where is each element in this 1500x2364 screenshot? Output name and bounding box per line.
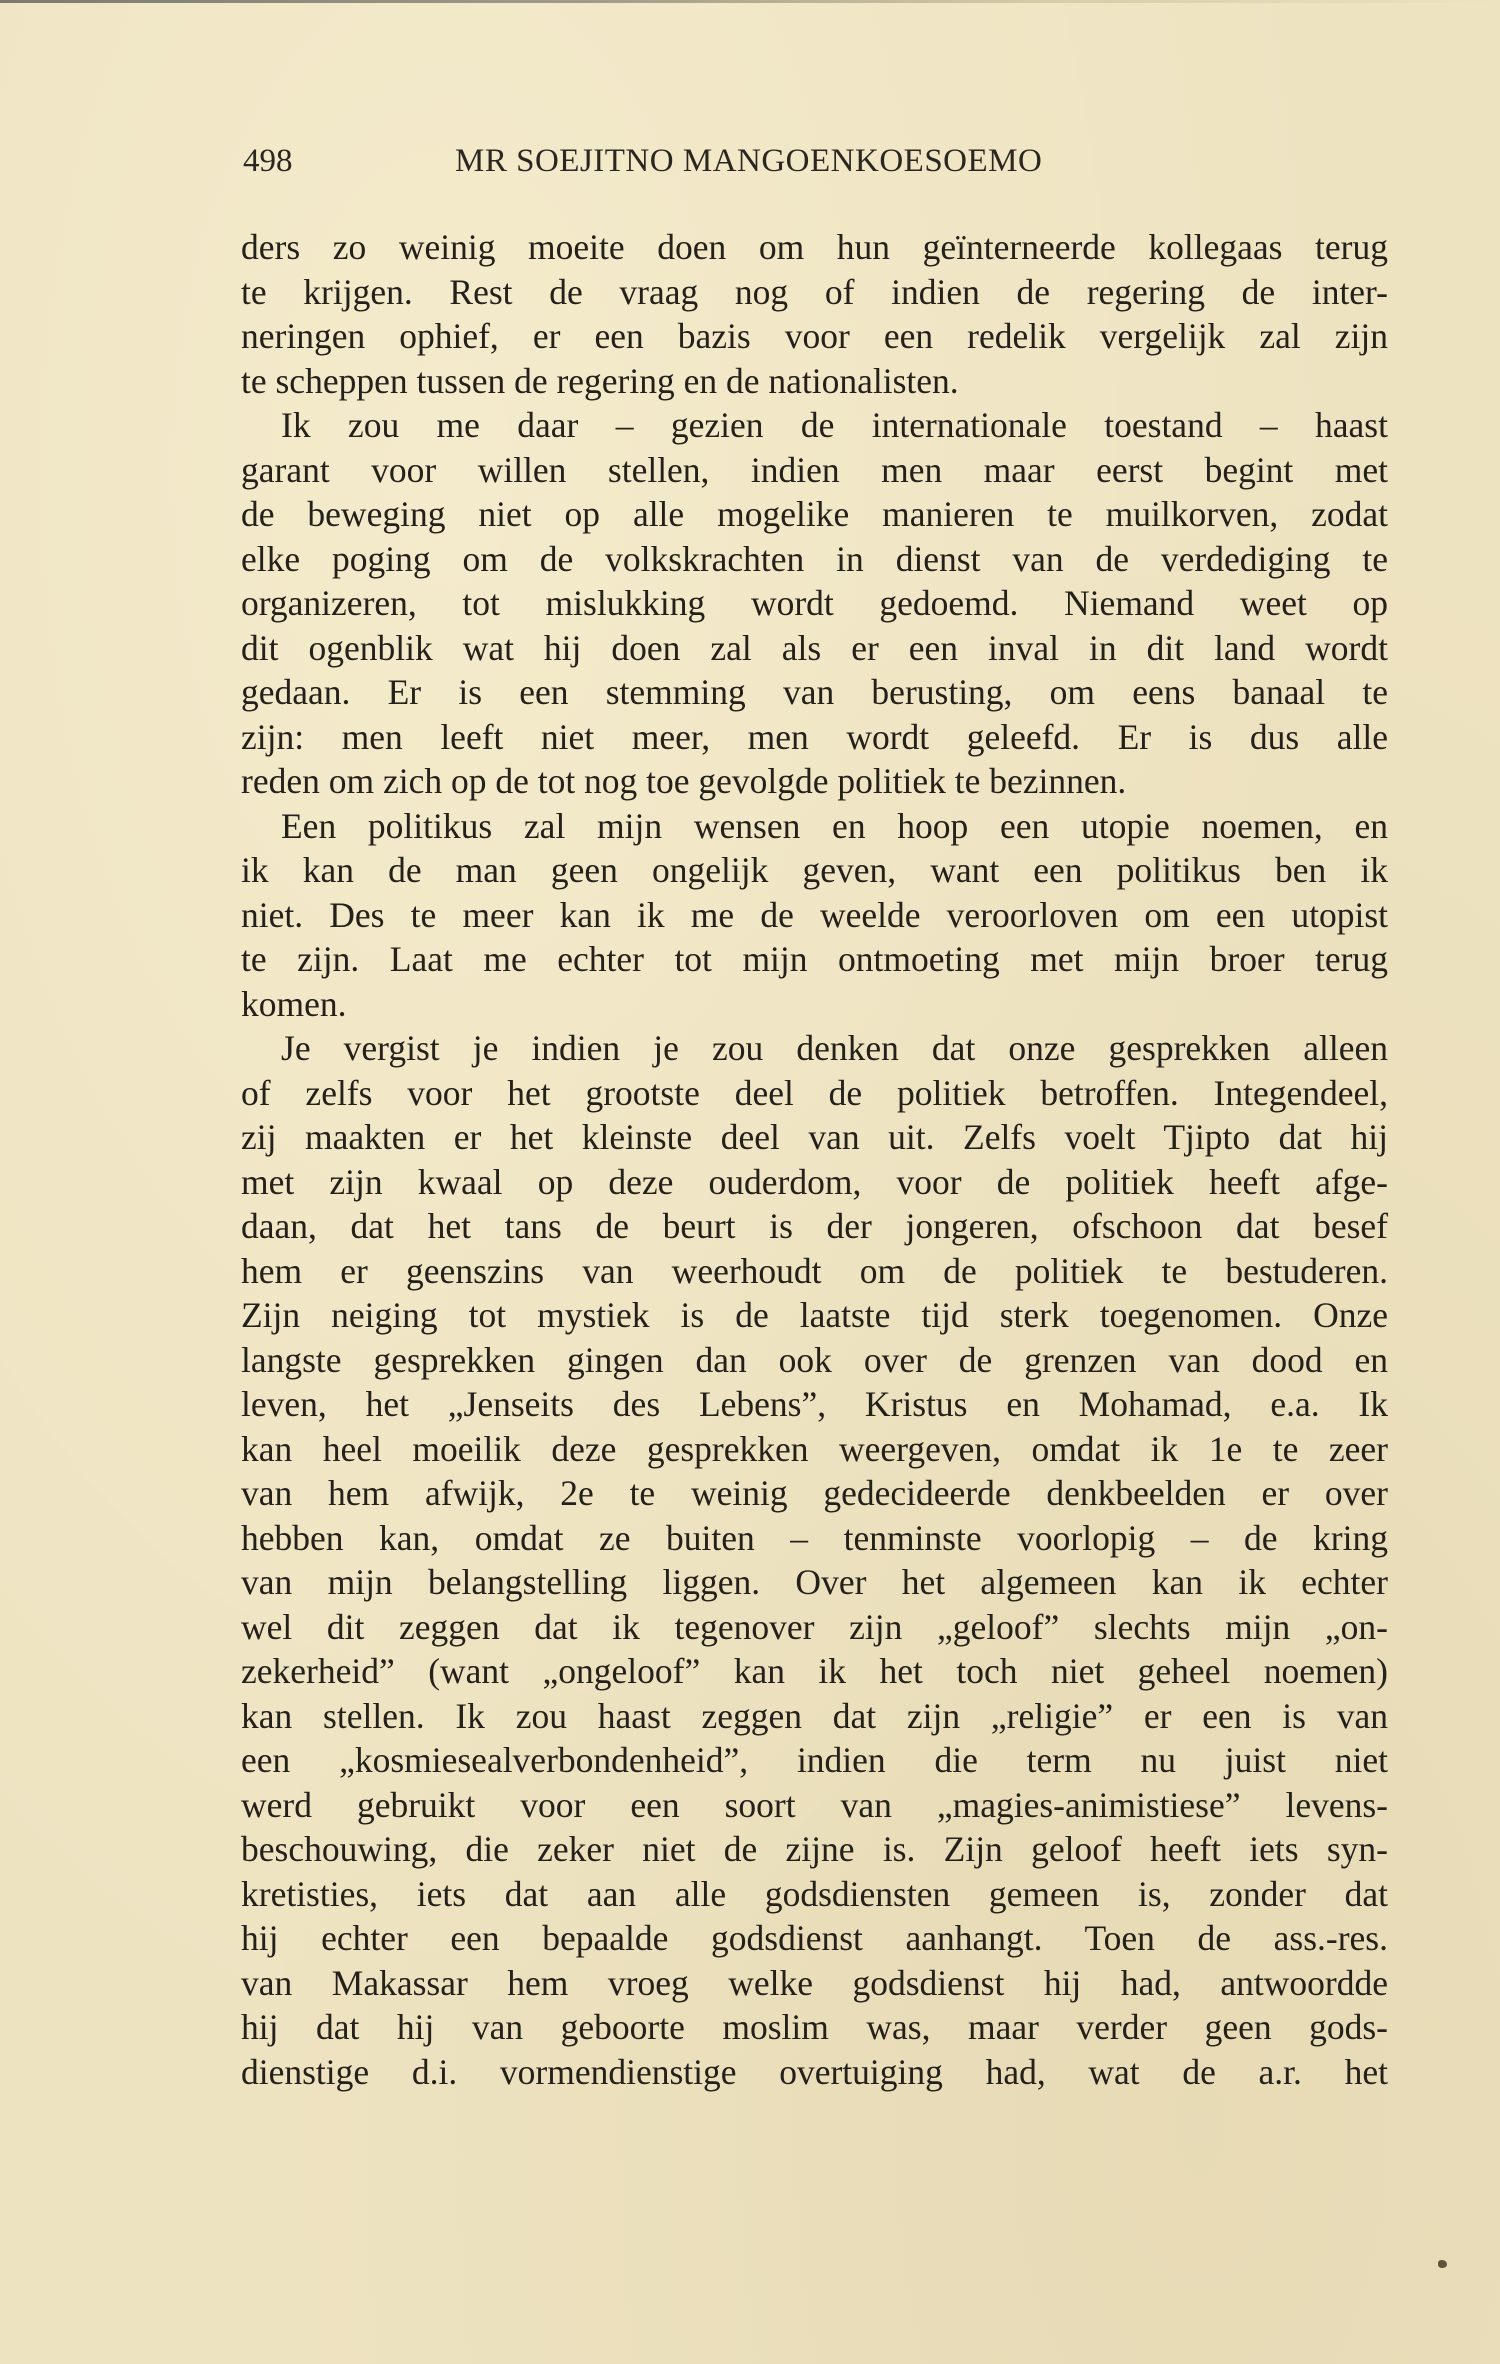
text-line: dit ogenblik wat hij doen zal als er een inval in dit land wordt [241,627,1388,668]
text-line: neringen ophief, er een bazis voor een redelik vergelijk zal zijn [241,316,1388,356]
text-line: een „kosmiesealverbondenheid”, indien die term nu juist niet [241,1740,1388,1780]
text-line: kan stellen. Ik zou haast zeggen dat zijn „religie” er een is van [241,1695,1388,1736]
text-line: ders zo weinig moeite doen om hun geïnterneerde kollegaas terug [241,227,1388,267]
text-line: wel dit zeggen dat ik tegenover zijn „geloof” slechts mijn „on- [241,1606,1388,1647]
text-line: hem er geenszins van weerhoudt om de politiek te bestuderen. [241,1250,1388,1291]
text-line: reden om zich op de tot nog toe gevolgde politiek te bezinnen. [241,761,1127,801]
text-line: hij echter een bepaalde godsdienst aanhangt. Toen de ass.-res. [241,1918,1388,1958]
text-line: beschouwing, die zeker niet de zijne is. Zijn geloof heeft iets syn- [241,1829,1388,1869]
text-line: elke poging om de volkskrachten in dienst van de verdediging te [241,538,1388,579]
text-line: te zijn. Laat me echter tot mijn ontmoeting met mijn broer terug [241,939,1388,979]
text-line: de beweging niet op alle mogelike manieren te muilkorven, zodat [241,494,1388,534]
text-line: van Makassar hem vroeg welke godsdienst hij had, antwoordde [241,1962,1388,2003]
text-line: met zijn kwaal op deze ouderdom, voor de politiek heeft afge- [241,1161,1388,1202]
text-line: Je vergist je indien je zou denken dat onze gesprekken alleen [281,1028,1388,1068]
text-line: van mijn belangstelling liggen. Over het algemeen kan ik echter [241,1562,1388,1602]
text-line: zekerheid” (want „ongeloof” kan ik het toch niet geheel noemen) [241,1651,1388,1691]
text-line: zijn: men leeft niet meer, men wordt geleefd. Er is dus alle [241,716,1388,757]
text-line: werd gebruikt voor een soort van „magies-animistiese” levens- [241,1784,1388,1825]
text-line: daan, dat het tans de beurt is der jongeren, ofschoon dat besef [241,1206,1388,1246]
text-line: of zelfs voor het grootste deel de politiek betroffen. Integendeel, [241,1072,1388,1113]
text-line: kan heel moeilik deze gesprekken weergeven, omdat ik 1e te zeer [241,1428,1388,1469]
text-line: ik kan de man geen ongelijk geven, want een politikus ben ik [241,850,1388,890]
body-text [241,225,1388,2094]
text-line: zij maakten er het kleinste deel van uit. Zelfs voelt Tjipto dat hij [241,1117,1388,1157]
text-line: langste gesprekken gingen dan ook over de grenzen van dood en [241,1339,1388,1380]
text-line: gedaan. Er is een stemming van berusting, om eens banaal te [241,672,1388,712]
text-line: organizeren, tot mislukking wordt gedoemd. Niemand weet op [241,583,1388,623]
running-head [243,143,1403,193]
text-line: dienstige d.i. vormendienstige overtuiging had, wat de a.r. het [241,2051,1388,2092]
text-line: Een politikus zal mijn wensen en hoop een utopie noemen, en [281,805,1388,846]
text-line: leven, het „Jenseits des Lebens”, Kristus en Mohamad, e.a. Ik [241,1384,1388,1424]
running-title: MR SOEJITNO MANGOENKOESOEMO [455,143,1043,179]
text-line: hij dat hij van geboorte moslim was, maar verder geen gods- [241,2007,1388,2047]
text-line: niet. Des te meer kan ik me de weelde veroorloven om een utopist [241,894,1388,935]
page-number: 498 [243,143,293,179]
text-line: Ik zou me daar – gezien de internationale toestand – haast [281,405,1388,445]
text-line: garant voor willen stellen, indien men maar eerst begint met [241,449,1388,490]
text-line: van hem afwijk, 2e te weinig gedecideerde denkbeelden er over [241,1473,1388,1513]
text-line: te krijgen. Rest de vraag nog of indien de regering de inter- [241,271,1388,312]
paper-speck [1438,2260,1447,2268]
text-line: hebben kan, omdat ze buiten – tenminste voorlopig – de kring [241,1517,1388,1558]
text-line: Zijn neiging tot mystiek is de laatste tijd sterk toegenomen. Onze [241,1295,1388,1335]
text-line: komen. [241,983,347,1024]
page-top-edge [0,0,1500,3]
text-line: kretisties, iets dat aan alle godsdiensten gemeen is, zonder dat [241,1873,1388,1914]
text-line: te scheppen tussen de regering en de nationalisten. [241,360,959,401]
